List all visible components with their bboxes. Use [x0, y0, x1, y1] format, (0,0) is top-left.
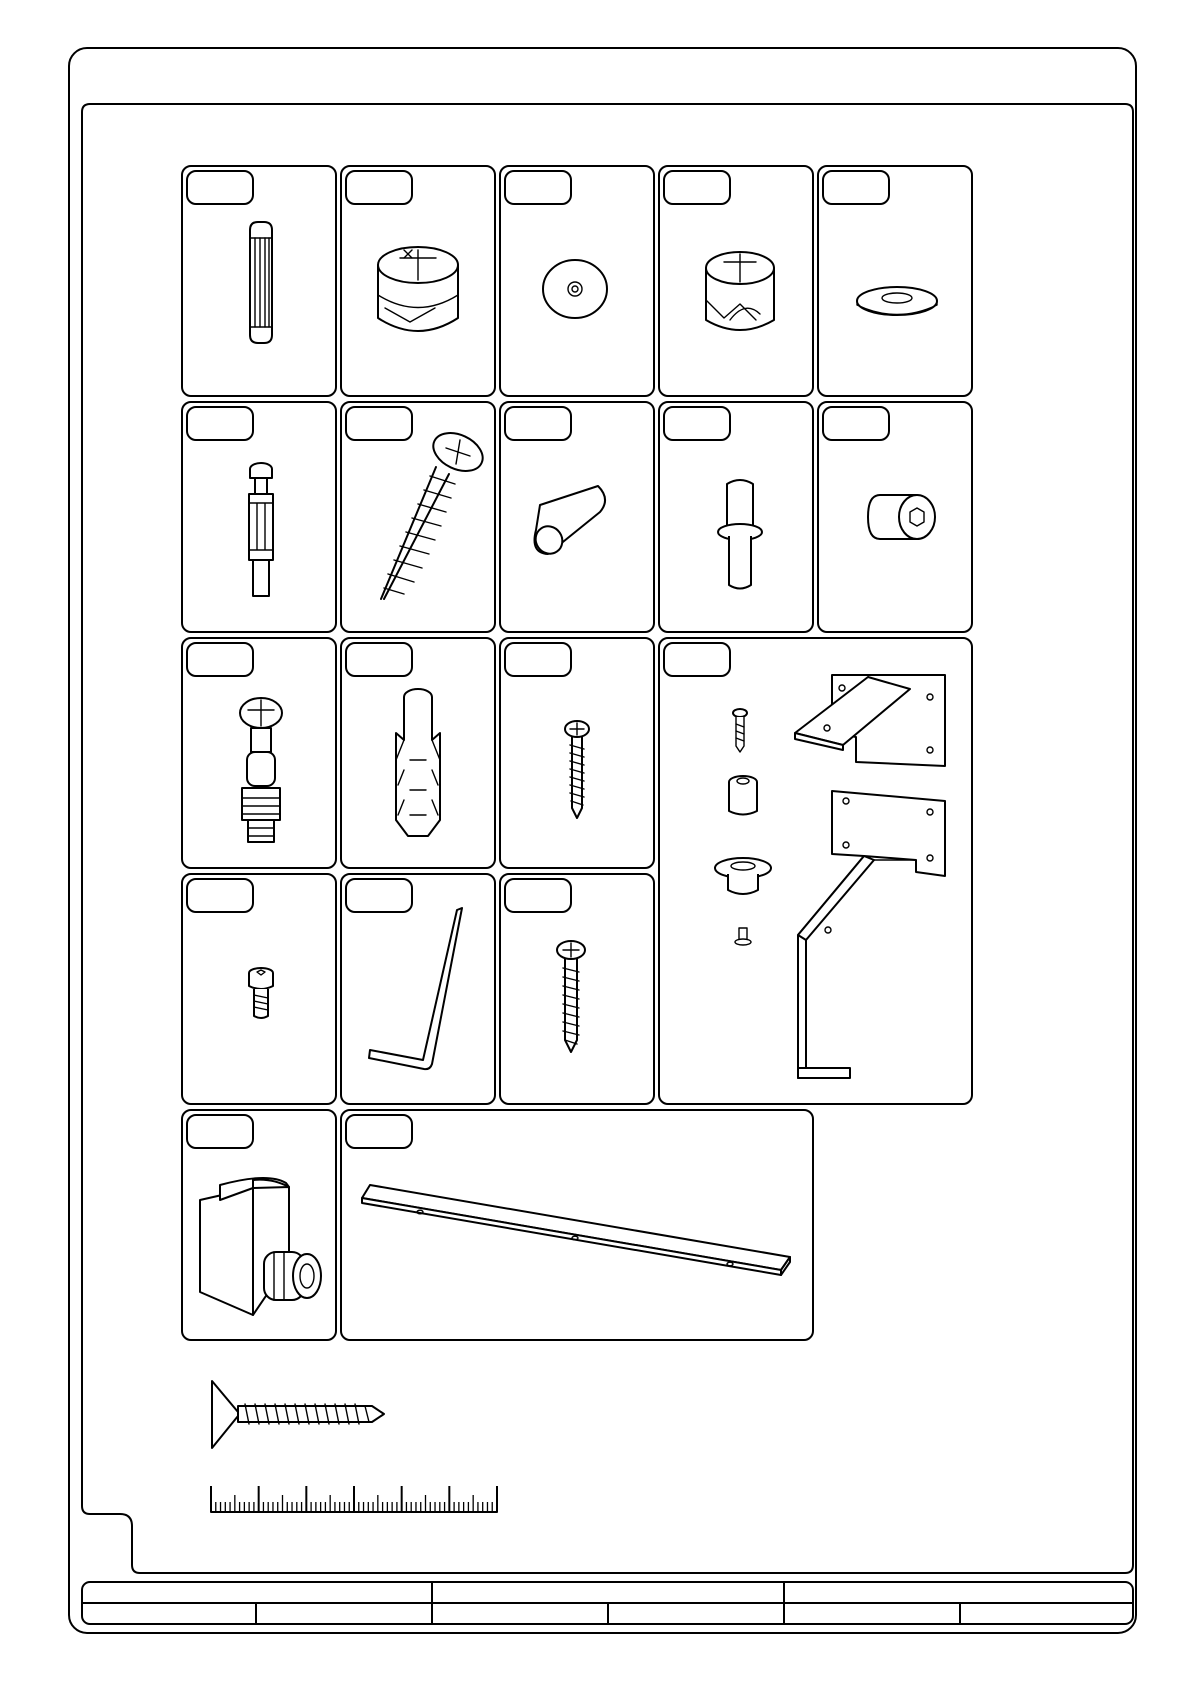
wall-plug-icon — [396, 689, 440, 836]
part-cell-7 — [341, 402, 495, 632]
part-label-box-13 — [505, 643, 571, 676]
part-cell-5 — [818, 166, 972, 396]
part-label-box-16 — [346, 879, 412, 912]
connector-bolt-icon — [249, 463, 273, 596]
hex-socket-bolt-icon — [249, 968, 273, 1018]
allen-key-icon — [369, 908, 462, 1069]
part-label-box-6 — [187, 407, 253, 440]
part-label-box-10 — [823, 407, 889, 440]
small-screw-icon — [565, 721, 589, 818]
angle-rail-icon — [362, 1185, 790, 1275]
cam-lock-nut-icon — [378, 247, 458, 331]
wood-screw-icon — [557, 941, 585, 1052]
part-label-box-7 — [346, 407, 412, 440]
part-label-box-11 — [187, 643, 253, 676]
barrel-nut-icon — [868, 495, 935, 539]
title-block — [82, 1582, 1133, 1624]
part-label-box-17 — [505, 879, 571, 912]
countersunk-screw-icon — [212, 1381, 384, 1448]
cam-bolt-icon — [240, 698, 282, 842]
wooden-dowel-icon — [250, 222, 272, 343]
part-cell-16 — [341, 874, 495, 1104]
part-label-box-19 — [346, 1115, 412, 1148]
shelf-pin-icon — [718, 480, 762, 589]
measuring-ruler-icon — [211, 1486, 497, 1512]
part-label-box-9 — [664, 407, 730, 440]
part-label-box-5 — [823, 171, 889, 204]
part-cell-13 — [500, 638, 654, 868]
corner-connector-icon — [200, 1178, 321, 1315]
part-label-box-12 — [346, 643, 412, 676]
cam-lock-icon — [706, 252, 774, 330]
part-cell-10 — [818, 402, 972, 632]
part-label-box-8 — [505, 407, 571, 440]
part-label-box-1 — [187, 171, 253, 204]
part-label-box-18 — [187, 1115, 253, 1148]
metal-pin-icon — [530, 486, 605, 559]
cover-cap-icon — [543, 260, 607, 318]
washer-icon — [857, 287, 937, 315]
part-label-box-4 — [664, 171, 730, 204]
part-label-box-2 — [346, 171, 412, 204]
part-label-box-14 — [664, 643, 730, 676]
inner-frame — [82, 104, 1133, 1573]
bracket-kit-icon — [715, 675, 945, 1078]
part-label-box-3 — [505, 171, 571, 204]
pan-head-screw-icon — [381, 426, 489, 599]
part-label-box-15 — [187, 879, 253, 912]
